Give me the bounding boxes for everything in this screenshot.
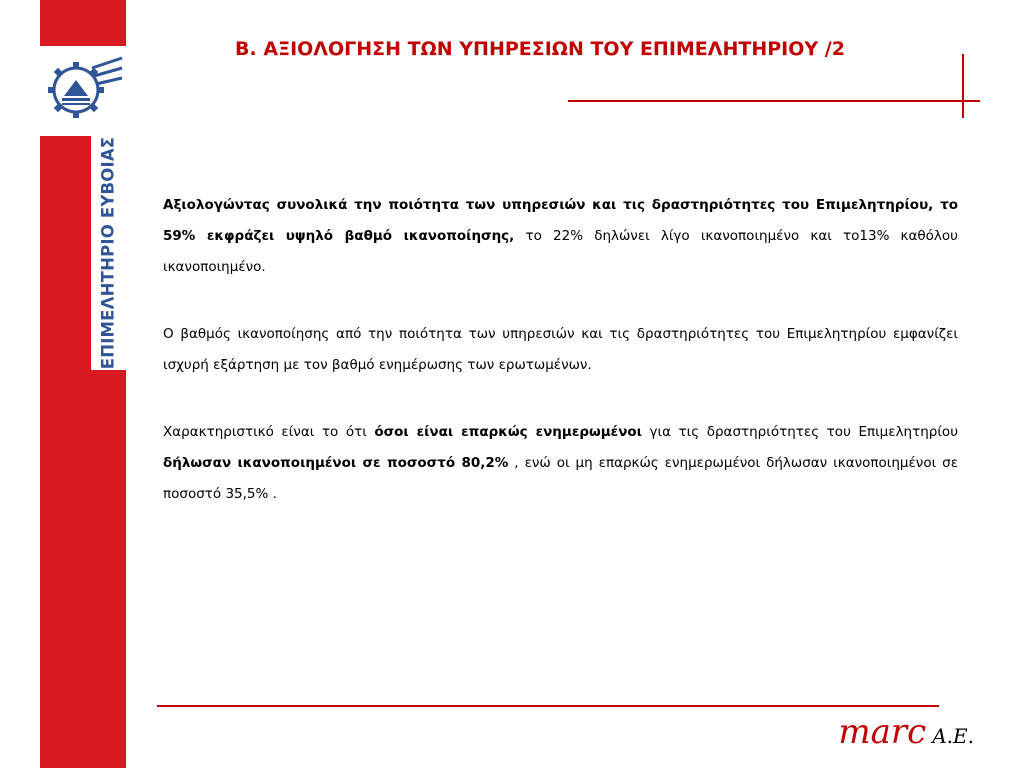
sidebar-vertical-title: ΕΠΙΜΕΛΗΤΗΡΙΟ ΕΥΒΟΙΑΣ bbox=[98, 136, 118, 370]
paragraph-3-part-e: , ενώ οι μη επαρκώς ενημερωμένοι δήλωσαν ικανοποιημένοι σε ποσοστό 35,5% . bbox=[163, 455, 959, 502]
header-divider-vertical bbox=[962, 54, 964, 118]
footer-brand bbox=[838, 712, 974, 752]
paragraph-2: Ο βαθμός ικανοποίησης από την ποιότητα των υπηρεσιών και τις δραστηριότητες του Επιμελητηρίου εμφανίζει ισχυρή εξάρτηση με τον βαθμό ενημέρωσης των ερωτωμένων. bbox=[163, 326, 958, 373]
footer-divider bbox=[157, 705, 939, 707]
brand-suffix: A.E. bbox=[932, 724, 974, 748]
paragraph-3-part-a: Χαρακτηριστικό είναι το ότι bbox=[163, 424, 375, 440]
page-number: /2 bbox=[824, 38, 845, 60]
body-content bbox=[163, 190, 958, 546]
paragraph-1-bold: Αξιολογώντας συνολικά την ποιότητα των υπηρεσιών και τις δραστηριότητες του Επιμελητηρίου, το 59% εκφράζει υψηλό βαθμό ικανοποίησης, bbox=[163, 197, 958, 244]
page-title-text: Β. ΑΞΙΟΛΟΓΗΣΗ ΤΩΝ ΥΠΗΡΕΣΙΩΝ ΤΟΥ ΕΠΙΜΕΛΗΤΗΡΙΟΥ bbox=[235, 38, 825, 60]
paragraph-1-rest: το 22% δηλώνει λίγο ικανοποιημένο και το13% καθόλου ικανοποιημένο. bbox=[163, 228, 958, 275]
header-divider-horizontal bbox=[568, 100, 980, 102]
paragraph-3 bbox=[163, 417, 958, 510]
logo-container bbox=[40, 46, 126, 136]
sidebar-red-bar-top bbox=[40, 0, 126, 46]
paragraph-3-bold-2: δήλωσαν ικανοποιημένοι σε ποσοστό 80,2% bbox=[163, 455, 509, 471]
paragraph-3-bold-1: όσοι είναι επαρκώς ενημερωμένοι bbox=[374, 424, 642, 440]
paragraph-1 bbox=[163, 190, 958, 283]
page-title bbox=[150, 38, 930, 60]
brand-logo-text: marc bbox=[838, 712, 927, 752]
chamber-gear-logo-icon bbox=[40, 46, 126, 136]
paragraph-3-part-c: για τις δραστηριότητες του Επιμελητηρίου bbox=[641, 424, 959, 440]
